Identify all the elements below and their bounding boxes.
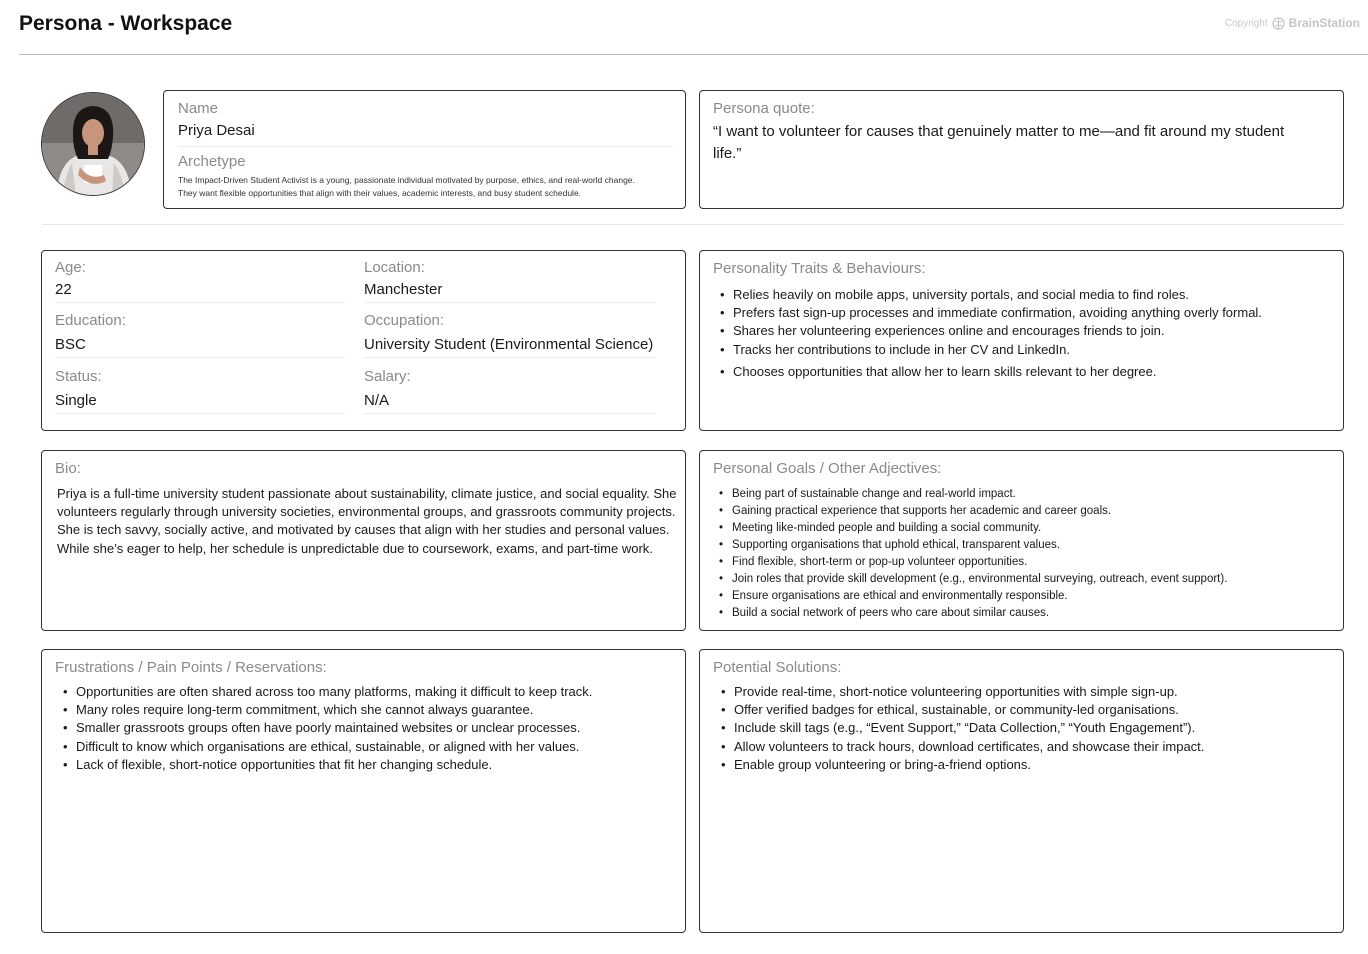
- traits-card: [699, 250, 1344, 431]
- age-value: 22: [55, 281, 72, 298]
- avatar-image: [42, 93, 144, 195]
- status-field: [55, 368, 345, 414]
- archetype-line-1: The Impact-Driven Student Activist is a young, passionate individual motivated by purpose, ethics, and real-world change.: [178, 175, 635, 185]
- salary-value: N/A: [364, 392, 390, 409]
- list-item: • Offer verified badges for ethical, sustainable, or community-led organisations.: [734, 701, 1204, 719]
- list-item: • Include skill tags (e.g., “Event Support,” “Data Collection,” “Youth Engagement”).: [734, 719, 1204, 737]
- archetype-description: [178, 174, 678, 199]
- section-divider: [42, 224, 1344, 225]
- list-item: • Provide real-time, short-notice volunteering opportunities with simple sign-up.: [734, 683, 1204, 701]
- demographics-card: [41, 250, 686, 431]
- list-item: • Many roles require long-term commitment, which she cannot always guarantee.: [76, 701, 592, 719]
- frustrations-list: [54, 683, 592, 774]
- occupation-label: Occupation:: [364, 312, 445, 329]
- solutions-list: [712, 683, 1204, 774]
- status-label: Status:: [55, 368, 102, 385]
- name-card: [163, 90, 686, 209]
- list-item: • Ensure organisations are ethical and environmentally responsible.: [732, 588, 1227, 605]
- bio-label: Bio:: [55, 460, 81, 477]
- goals-card: [699, 450, 1344, 631]
- age-label: Age:: [55, 259, 86, 276]
- list-item: • Gaining practical experience that supports her academic and career goals.: [732, 503, 1227, 520]
- solutions-card: [699, 649, 1344, 933]
- bio-text: Priya is a full-time university student passionate about sustainability, climate justice, and social equality. She volunteers regularly through university societies, environmental groups, and grassroots community projects. She is tech savvy, socially active, and motivated by causes that align with her studies and personal values. While she’s eager to help, her schedule is unpredictable due to coursework, exams, and part-time work.: [57, 486, 677, 556]
- list-item: • Difficult to know which organisations are ethical, sustainable, or aligned with her values.: [76, 738, 592, 756]
- salary-underline: [364, 413, 656, 414]
- list-item: • Shares her volunteering experiences online and encourages friends to join.: [733, 322, 1262, 340]
- copyright: [1225, 16, 1360, 30]
- location-underline: [364, 302, 656, 303]
- list-item: • Tracks her contributions to include in her CV and LinkedIn.: [733, 341, 1262, 359]
- status-underline: [55, 413, 345, 414]
- copyright-label: Copyright: [1224, 17, 1268, 29]
- list-item: • Meeting like-minded people and building a social community.: [732, 520, 1227, 537]
- list-item: • Relies heavily on mobile apps, university portals, and social media to find roles.: [733, 286, 1262, 304]
- goals-label: Personal Goals / Other Adjectives:: [713, 460, 942, 477]
- education-label: Education:: [55, 312, 126, 329]
- list-item: • Build a social network of peers who care about similar causes.: [732, 605, 1227, 622]
- age-underline: [55, 302, 345, 303]
- list-item: • Prefers fast sign-up processes and immediate confirmation, avoiding anything overly formal.: [733, 304, 1262, 322]
- list-item: • Allow volunteers to track hours, download certificates, and showcase their impact.: [734, 738, 1204, 756]
- salary-field: [364, 368, 656, 414]
- persona-name: Priya Desai: [178, 122, 255, 139]
- list-item: • Supporting organisations that uphold ethical, transparent values.: [732, 537, 1227, 554]
- location-field: [364, 259, 656, 303]
- list-item: • Smaller grassroots groups often have poorly maintained websites or unclear processes.: [76, 719, 592, 737]
- list-item: • Lack of flexible, short-notice opportunities that fit her changing schedule.: [76, 756, 592, 774]
- persona-quote: “I want to volunteer for causes that genuinely matter to me—and fit around my student life.”: [713, 123, 1285, 162]
- salary-label: Salary:: [364, 368, 411, 385]
- list-item: • Enable group volunteering or bring-a-friend options.: [734, 756, 1204, 774]
- name-divider: [178, 146, 673, 147]
- occupation-value: University Student (Environmental Science): [364, 336, 654, 353]
- archetype-line-2: They want flexible opportunities that align with their values, academic interests, and busy student schedule.: [178, 187, 582, 198]
- traits-list: [711, 286, 1262, 381]
- list-item: • Join roles that provide skill development (e.g., environmental surveying, outreach, event support).: [732, 571, 1227, 588]
- solutions-label: Potential Solutions:: [713, 659, 842, 676]
- quote-card: [699, 90, 1344, 209]
- location-value: Manchester: [364, 281, 443, 298]
- occupation-underline: [364, 357, 656, 358]
- frustrations-card: [41, 649, 686, 933]
- status-value: Single: [55, 392, 97, 409]
- occupation-field: [364, 312, 656, 358]
- list-item: • Chooses opportunities that allow her to learn skills relevant to her degree.: [733, 363, 1262, 381]
- page-title: Persona - Workspace: [19, 12, 233, 35]
- education-field: [55, 312, 345, 358]
- list-item: • Being part of sustainable change and real-world impact.: [732, 486, 1227, 503]
- header-divider: [19, 54, 1368, 55]
- list-item: • Find flexible, short-term or pop-up volunteer opportunities.: [732, 554, 1227, 571]
- name-label: Name: [178, 100, 219, 117]
- archetype-label: Archetype: [178, 153, 246, 170]
- bio-card: [41, 450, 686, 631]
- education-value: BSC: [55, 336, 86, 353]
- age-field: [55, 259, 345, 303]
- list-item: • Opportunities are often shared across too many platforms, making it difficult to keep track.: [76, 683, 592, 701]
- traits-label: Personality Traits & Behaviours:: [713, 260, 926, 277]
- brainstation-logo-icon: [1272, 17, 1285, 30]
- goals-list: [710, 486, 1227, 622]
- avatar: [41, 92, 145, 196]
- frustrations-label: Frustrations / Pain Points / Reservations:: [55, 659, 327, 676]
- brand-name: BrainStation: [1288, 16, 1360, 30]
- quote-label: Persona quote:: [713, 100, 815, 117]
- education-underline: [55, 357, 345, 358]
- location-label: Location:: [364, 259, 425, 276]
